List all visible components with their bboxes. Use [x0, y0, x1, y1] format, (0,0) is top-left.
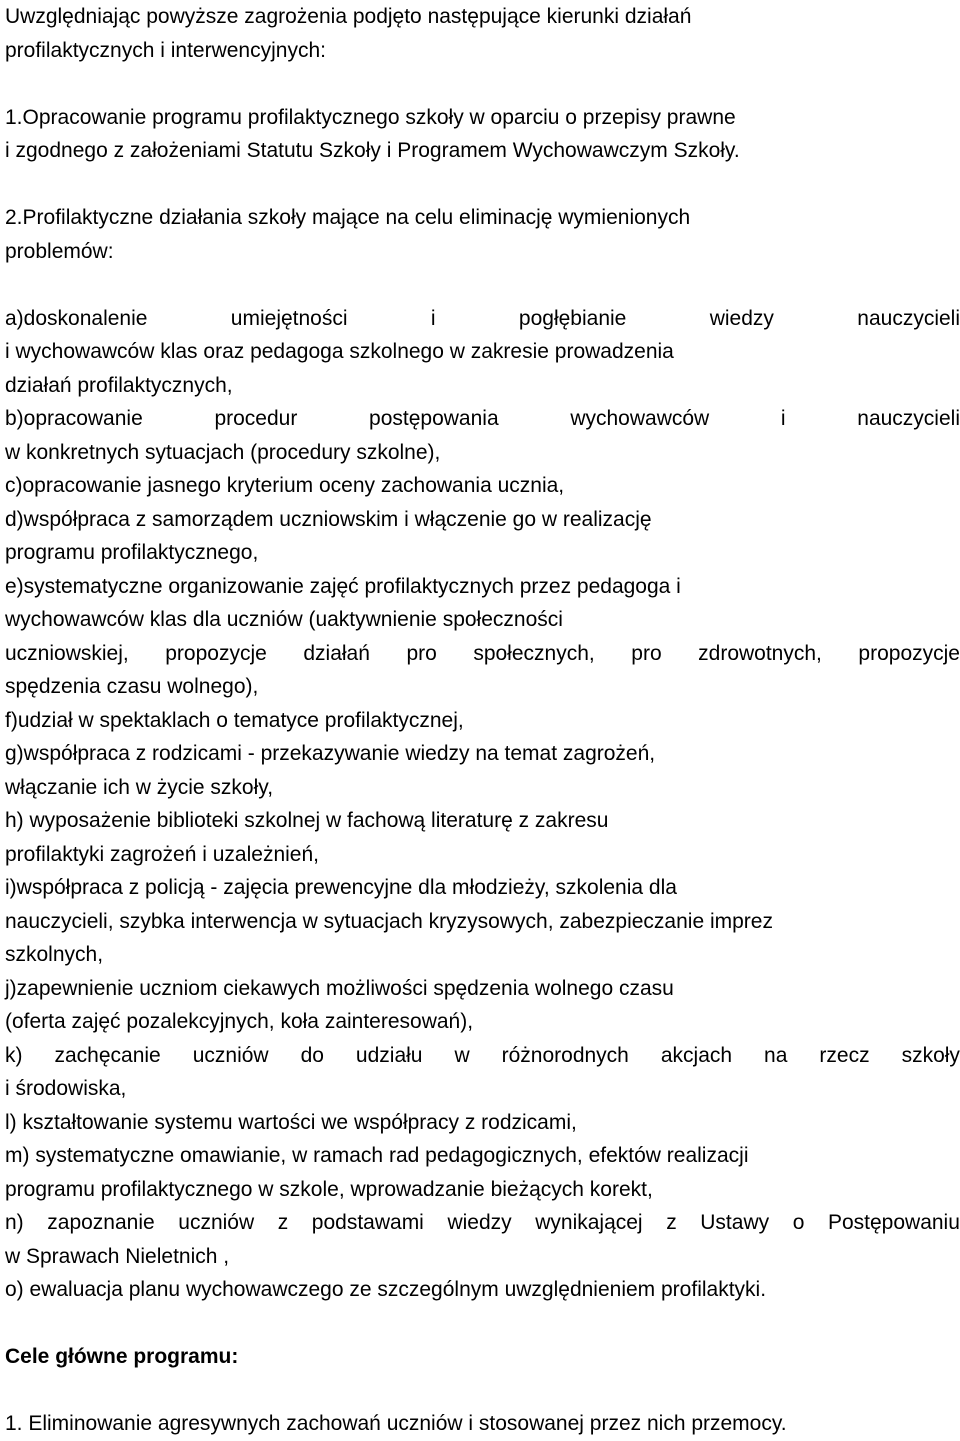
word: w — [454, 1043, 470, 1067]
item-n-line-1 — [5, 1206, 960, 1240]
spacer — [5, 1374, 960, 1408]
point-1-line-1: 1.Opracowanie programu profilaktycznego szkoły w oparciu o przepisy prawne — [5, 105, 736, 129]
word: pogłębianie — [518, 306, 627, 330]
word: na — [764, 1043, 788, 1067]
word: Ustawy — [700, 1211, 770, 1234]
word: szkoły — [901, 1043, 960, 1067]
item-h-line-1: h) wyposażenie biblioteki szkolnej w fachową literaturę z zakresu — [5, 809, 609, 832]
word: b)opracowanie — [5, 407, 143, 430]
goal-1: 1. Eliminowanie agresywnych zachowań uczniów i stosowanej przez nich przemocy. — [5, 1412, 787, 1435]
item-j-line-1: j)zapewnienie uczniom ciekawych możliwości spędzenia wolnego czasu — [5, 976, 674, 1000]
word: zdrowotnych, — [698, 641, 822, 665]
word: uczniów — [178, 1211, 255, 1234]
item-m-line-1: m) systematyczne omawianie, w ramach rad pedagogicznych, efektów realizacji — [5, 1144, 749, 1167]
word: wynikającej — [535, 1211, 643, 1234]
item-i-line-2: nauczycieli, szybka interwencja w sytuacjach kryzysowych, zabezpieczanie imprez — [5, 909, 773, 933]
document-page — [5, 0, 960, 1441]
item-b-line-2: w konkretnych sytuacjach (procedury szkolne), — [5, 440, 441, 464]
word: a)doskonalenie — [5, 306, 148, 330]
item-g-line-2: włączanie ich w życie szkoły, — [5, 775, 274, 799]
item-a-line-3: działań profilaktycznych, — [5, 373, 233, 397]
item-k-line-2: i środowiska, — [5, 1077, 127, 1100]
word: uczniowskiej, — [5, 641, 129, 665]
word: pro — [406, 641, 437, 665]
word: nauczycieli — [857, 306, 960, 330]
spacer — [5, 1307, 960, 1341]
item-e-line-2: wychowawców klas dla uczniów (uaktywnienie społeczności — [5, 608, 563, 631]
item-a-line-1 — [5, 302, 960, 336]
item-d-line-1: d)współpraca z samorządem uczniowskim i włączenie go w realizację — [5, 507, 652, 531]
item-i-line-1: i)współpraca z policją - zajęcia prewencyjne dla młodzieży, szkolenia dla — [5, 876, 677, 899]
item-a-line-2: i wychowawców klas oraz pedagoga szkolnego w zakresie prowadzenia — [5, 340, 674, 363]
word: udziału — [355, 1043, 423, 1067]
word: działań — [303, 641, 370, 665]
word: wiedzy — [709, 306, 774, 330]
item-e-line-1: e)systematyczne organizowanie zajęć profilaktycznych przez pedagoga i — [5, 574, 681, 598]
word: zachęcanie — [54, 1043, 161, 1067]
item-e-line-3 — [5, 637, 960, 671]
item-i-line-3: szkolnych, — [5, 943, 104, 966]
intro-line-2: profilaktycznych i interwencyjnych: — [5, 38, 326, 62]
word: propozycje — [165, 641, 267, 665]
item-m-line-2: programu profilaktycznego w szkole, wprowadzanie bieżących korekt, — [5, 1177, 653, 1201]
item-j-line-2: (oferta zajęć pozalekcyjnych, koła zainteresowań), — [5, 1010, 474, 1033]
word: wychowawców — [570, 407, 710, 430]
word: i — [430, 306, 436, 330]
word: z — [666, 1211, 677, 1234]
word: uczniów — [192, 1043, 269, 1067]
word: podstawami — [311, 1211, 424, 1234]
point-2-line-1: 2.Profilaktyczne działania szkoły mające na celu eliminację wymienionych — [5, 206, 691, 229]
word: umiejętności — [230, 306, 348, 330]
word: o — [792, 1211, 805, 1234]
word: propozycje — [858, 641, 960, 665]
item-g-line-1: g)współpraca z rodzicami - przekazywanie wiedzy na temat zagrożeń, — [5, 742, 656, 765]
word: akcjach — [660, 1043, 733, 1067]
word: n) — [5, 1211, 24, 1234]
word: zapoznanie — [47, 1211, 155, 1234]
word: postępowania — [369, 407, 499, 430]
word: rzecz — [819, 1043, 870, 1067]
item-b-line-1 — [5, 402, 960, 436]
spacer — [5, 168, 960, 202]
point-1-line-2: i zgodnego z założeniami Statutu Szkoły i Programem Wychowawczym Szkoły. — [5, 139, 740, 162]
word: Postępowaniu — [827, 1211, 960, 1234]
word: k) — [5, 1043, 23, 1067]
spacer — [5, 67, 960, 101]
word: z — [277, 1211, 289, 1234]
item-d-line-2: programu profilaktycznego, — [5, 541, 259, 564]
word: różnorodnych — [501, 1043, 629, 1067]
item-k-line-1 — [5, 1039, 960, 1073]
point-2-line-2: problemów: — [5, 239, 114, 263]
item-f-line-1: f)udział w spektaklach o tematyce profilaktycznej, — [5, 708, 464, 732]
item-h-line-2: profilaktyki zagrożeń i uzależnień, — [5, 842, 319, 866]
word: społecznych, — [473, 641, 595, 665]
item-o-line-1: o) ewaluacja planu wychowawczego ze szczególnym uwzględnieniem profilaktyki. — [5, 1278, 767, 1301]
word: nauczycieli — [857, 407, 960, 430]
word: do — [300, 1043, 324, 1067]
item-c-line-1: c)opracowanie jasnego kryterium oceny zachowania ucznia, — [5, 474, 565, 497]
item-n-line-2: w Sprawach Nieletnich , — [5, 1244, 230, 1268]
item-e-line-4: spędzenia czasu wolnego), — [5, 675, 259, 698]
spacer — [5, 268, 960, 302]
item-l-line-1: l) kształtowanie systemu wartości we współpracy z rodzicami, — [5, 1110, 577, 1134]
word: procedur — [214, 407, 298, 430]
goals-heading: Cele główne programu: — [5, 1345, 239, 1368]
intro-line-1: Uwzględniając powyższe zagrożenia podjęto następujące kierunki działań — [5, 5, 692, 28]
word: pro — [631, 641, 662, 665]
word: wiedzy — [447, 1211, 512, 1234]
word: i — [780, 407, 786, 430]
